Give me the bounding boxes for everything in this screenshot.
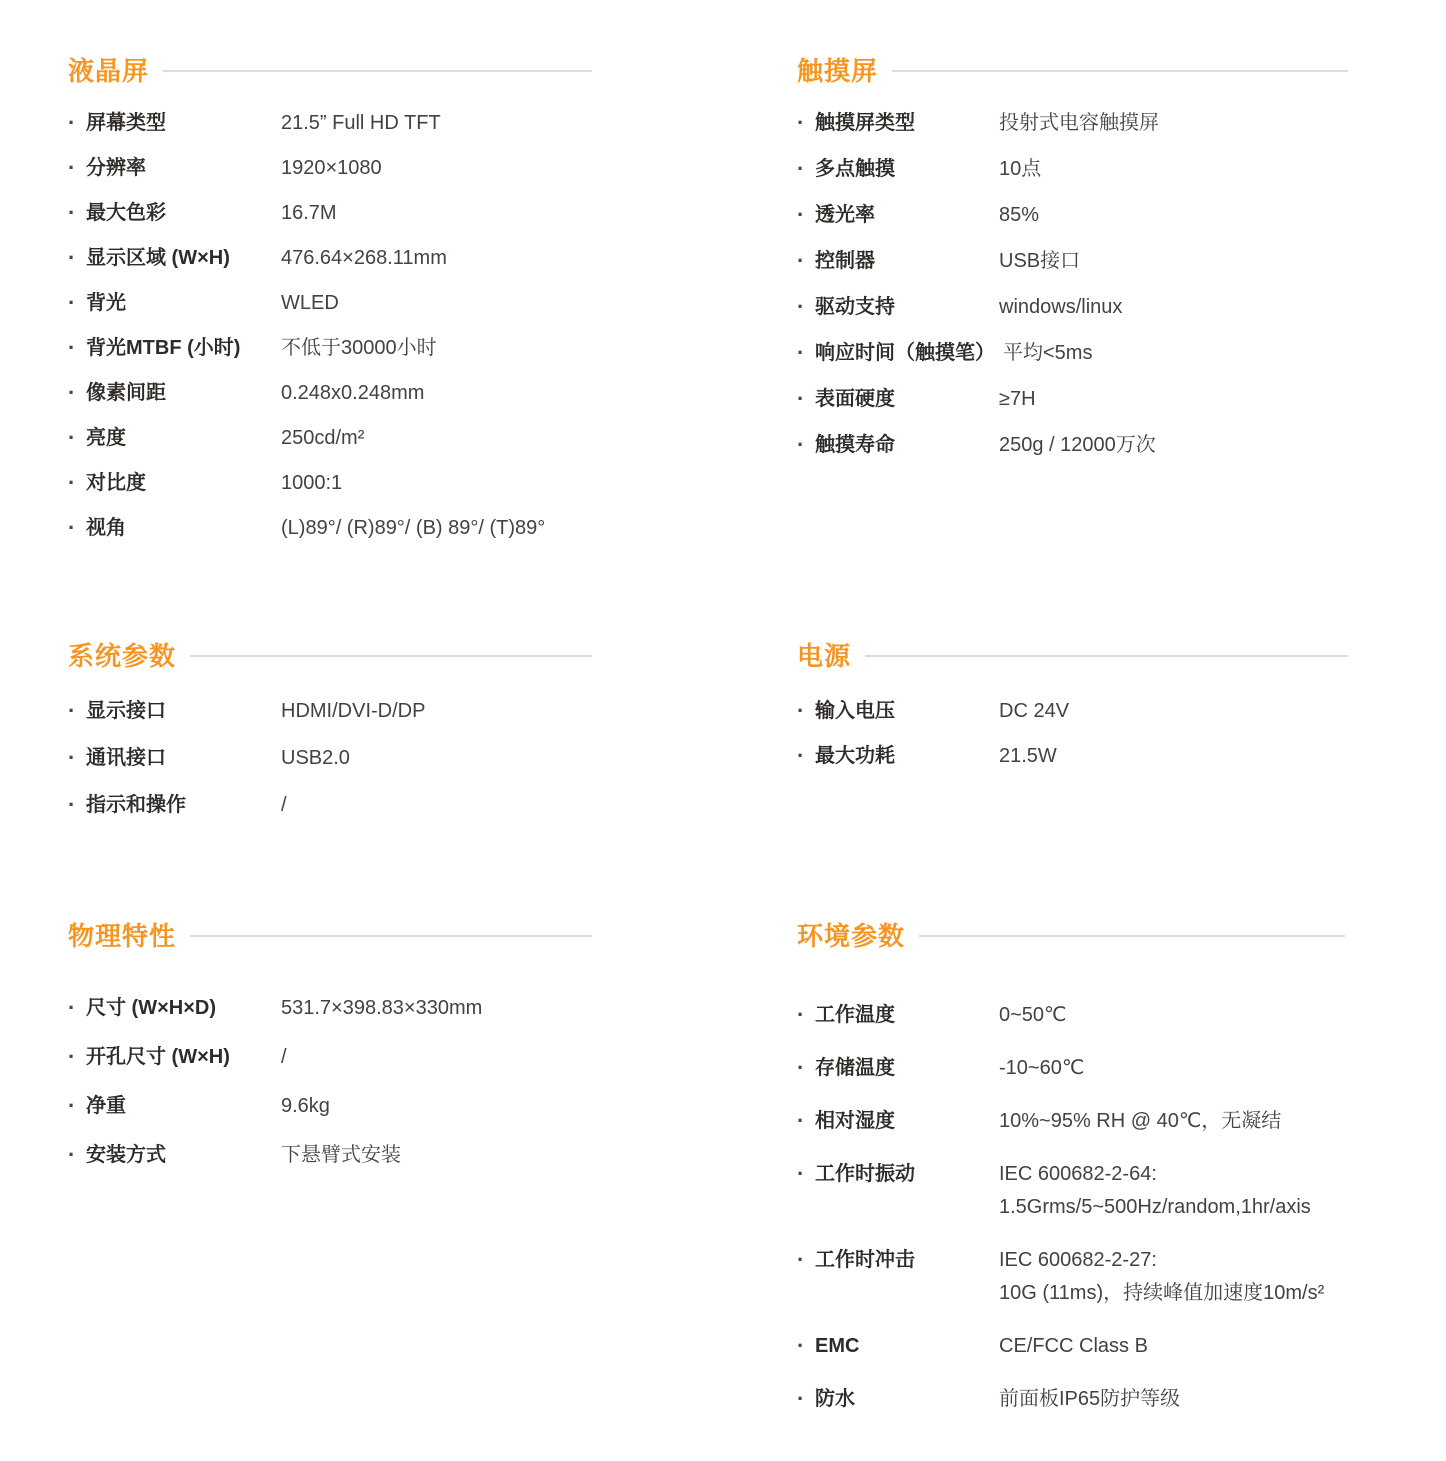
spec-value: windows/linux <box>999 296 1123 318</box>
section-environment-rows <box>797 1002 1345 1439</box>
spec-label: 对比度 <box>86 472 146 494</box>
bullet-icon: · <box>68 1044 76 1069</box>
bullet-icon: · <box>797 202 805 227</box>
spec-row <box>797 1333 1345 1360</box>
section-physical <box>68 920 592 1191</box>
spec-label: 显示接口 <box>86 700 166 722</box>
section-divider-line <box>865 655 1348 657</box>
spec-row <box>797 156 1348 183</box>
section-divider-line <box>163 70 592 72</box>
spec-value-line1: IEC 600682-2-27: <box>999 1249 1157 1271</box>
bullet-icon: · <box>797 743 805 768</box>
section-physical-header <box>68 920 592 952</box>
spec-label: 工作时冲击 <box>815 1249 915 1271</box>
spec-row <box>68 200 592 227</box>
spec-label: 透光率 <box>815 204 875 226</box>
section-system-params-header <box>68 640 592 672</box>
spec-value: ≥7H <box>999 388 1036 410</box>
spec-value: 0~50℃ <box>999 1004 1067 1026</box>
section-environment <box>797 920 1345 1439</box>
section-touchscreen-title: 触摸屏 <box>797 56 879 86</box>
spec-label: 安装方式 <box>86 1144 166 1166</box>
bullet-icon: · <box>797 1161 805 1186</box>
bullet-icon: · <box>797 1108 805 1133</box>
bullet-icon: · <box>797 698 805 723</box>
section-power-rows <box>797 698 1348 788</box>
section-physical-title: 物理特性 <box>68 921 177 951</box>
section-environment-title: 环境参数 <box>797 921 906 951</box>
spec-row <box>797 202 1348 229</box>
spec-value: 投射式电容触摸屏 <box>999 112 1159 134</box>
section-power-title: 电源 <box>797 641 852 671</box>
bullet-icon: · <box>797 1386 805 1411</box>
spec-row <box>68 995 592 1022</box>
spec-row <box>797 698 1348 725</box>
spec-value: CE/FCC Class B <box>999 1335 1148 1357</box>
spec-value: 85% <box>999 204 1040 226</box>
spec-row <box>68 335 592 362</box>
bullet-icon: · <box>68 110 76 135</box>
spec-label: 视角 <box>86 517 126 539</box>
bullet-icon: · <box>797 294 805 319</box>
spec-row <box>68 380 592 407</box>
spec-label: 净重 <box>86 1095 126 1117</box>
spec-row <box>797 432 1348 459</box>
spec-value: 250g / 12000万次 <box>999 434 1156 456</box>
spec-value: 1000:1 <box>281 472 343 494</box>
spec-label: 最大功耗 <box>815 745 895 767</box>
spec-value: 16.7M <box>281 202 337 224</box>
section-system-params <box>68 640 592 839</box>
spec-row <box>68 1142 592 1169</box>
section-power-header <box>797 640 1348 672</box>
spec-row <box>797 1055 1345 1082</box>
spec-value: DC 24V <box>999 700 1070 722</box>
spec-value: 1920×1080 <box>281 157 382 179</box>
spec-row <box>68 698 592 725</box>
spec-row <box>797 294 1348 321</box>
bullet-icon: · <box>68 995 76 1020</box>
spec-value-line2: 10G (11ms)，持续峰值加速度10m/s² <box>999 1282 1325 1304</box>
section-touchscreen-header <box>797 55 1348 87</box>
spec-label: 工作时振动 <box>815 1163 915 1185</box>
bullet-icon: · <box>797 386 805 411</box>
bullet-icon: · <box>797 156 805 181</box>
section-physical-rows <box>68 995 592 1191</box>
spec-label: 屏幕类型 <box>86 112 166 134</box>
spec-value <box>999 1247 1324 1307</box>
section-power <box>797 640 1348 788</box>
spec-label: 最大色彩 <box>86 202 166 224</box>
bullet-icon: · <box>797 340 805 365</box>
spec-row <box>68 1093 592 1120</box>
spec-label: 背光MTBF (小时) <box>86 337 241 359</box>
spec-value <box>999 1161 1311 1221</box>
spec-label: 显示区域 (W×H) <box>86 247 230 269</box>
bullet-icon: · <box>68 425 76 450</box>
spec-value: USB接口 <box>999 250 1081 272</box>
bullet-icon: · <box>68 745 76 770</box>
section-environment-header <box>797 920 1345 952</box>
bullet-icon: · <box>68 380 76 405</box>
spec-value: 0.248x0.248mm <box>281 382 425 404</box>
spec-label: 指示和操作 <box>86 794 186 816</box>
spec-value: HDMI/DVI-D/DP <box>281 700 426 722</box>
bullet-icon: · <box>68 335 76 360</box>
spec-value: 21.5W <box>999 745 1057 767</box>
spec-label: 分辨率 <box>86 157 146 179</box>
section-touchscreen-rows <box>797 110 1348 478</box>
section-divider-line <box>190 935 592 937</box>
spec-label: 相对湿度 <box>815 1110 895 1132</box>
spec-label: 多点触摸 <box>815 158 895 180</box>
spec-value: / <box>281 794 287 816</box>
spec-label: 触摸屏类型 <box>815 112 915 134</box>
bullet-icon: · <box>68 698 76 723</box>
section-system-params-rows <box>68 698 592 839</box>
spec-value: -10~60℃ <box>999 1057 1085 1079</box>
spec-value-line2: 1.5Grms/5~500Hz/random,1hr/axis <box>999 1196 1311 1218</box>
spec-row <box>797 1108 1345 1135</box>
spec-value: WLED <box>281 292 339 314</box>
spec-row <box>797 1247 1345 1307</box>
spec-row <box>68 425 592 452</box>
spec-label: 存储温度 <box>815 1057 895 1079</box>
spec-value: 531.7×398.83×330mm <box>281 997 483 1019</box>
spec-value: (L)89°/ (R)89°/ (B) 89°/ (T)89° <box>281 517 546 539</box>
bullet-icon: · <box>797 110 805 135</box>
spec-value: 下悬臂式安装 <box>281 1144 401 1166</box>
bullet-icon: · <box>68 245 76 270</box>
spec-row <box>68 1044 592 1071</box>
bullet-icon: · <box>68 470 76 495</box>
section-system-params-title: 系统参数 <box>68 641 177 671</box>
spec-row <box>68 745 592 772</box>
spec-label: 响应时间（触摸笔） <box>815 342 995 364</box>
spec-value: / <box>281 1046 287 1068</box>
spec-row <box>68 245 592 272</box>
spec-value: 不低于30000小时 <box>281 337 437 359</box>
spec-label: 通讯接口 <box>86 747 166 769</box>
spec-row <box>797 248 1348 275</box>
spec-label: 像素间距 <box>86 382 166 404</box>
spec-value: 前面板IP65防护等级 <box>999 1388 1181 1410</box>
spec-label: 驱动支持 <box>815 296 895 318</box>
spec-row <box>68 155 592 182</box>
spec-row <box>797 386 1348 413</box>
spec-row <box>68 470 592 497</box>
spec-row <box>797 743 1348 770</box>
bullet-icon: · <box>68 1093 76 1118</box>
spec-label: 工作温度 <box>815 1004 895 1026</box>
spec-row <box>68 290 592 317</box>
section-divider-line <box>919 935 1345 937</box>
bullet-icon: · <box>68 200 76 225</box>
bullet-icon: · <box>797 248 805 273</box>
spec-value: 9.6kg <box>281 1095 330 1117</box>
bullet-icon: · <box>797 1247 805 1272</box>
bullet-icon: · <box>797 1333 805 1358</box>
spec-row <box>68 515 592 542</box>
section-lcd-title: 液晶屏 <box>68 56 150 86</box>
spec-row <box>797 110 1348 137</box>
spec-value: 476.64×268.11mm <box>281 247 447 269</box>
spec-value: 21.5” Full HD TFT <box>281 112 441 134</box>
spec-value: 平均<5ms <box>1003 342 1093 364</box>
section-lcd-header <box>68 55 592 87</box>
bullet-icon: · <box>797 1002 805 1027</box>
spec-label: 开孔尺寸 (W×H) <box>86 1046 230 1068</box>
section-touchscreen <box>797 55 1348 478</box>
spec-label: 亮度 <box>86 427 126 449</box>
spec-row <box>797 1386 1345 1413</box>
bullet-icon: · <box>68 155 76 180</box>
section-lcd-rows <box>68 110 592 560</box>
bullet-icon: · <box>68 1142 76 1167</box>
spec-label: EMC <box>815 1335 860 1357</box>
spec-value: 10%~95% RH @ 40℃，无凝结 <box>999 1110 1282 1132</box>
section-divider-line <box>190 655 592 657</box>
bullet-icon: · <box>68 515 76 540</box>
spec-row <box>68 792 592 819</box>
spec-row <box>68 110 592 137</box>
spec-label: 触摸寿命 <box>815 434 895 456</box>
bullet-icon: · <box>68 792 76 817</box>
spec-row <box>797 1002 1345 1029</box>
spec-value: USB2.0 <box>281 747 350 769</box>
spec-row <box>797 340 1348 367</box>
spec-label: 防水 <box>815 1388 855 1410</box>
spec-label: 尺寸 (W×H×D) <box>86 997 216 1019</box>
bullet-icon: · <box>797 1055 805 1080</box>
bullet-icon: · <box>797 432 805 457</box>
spec-row <box>797 1161 1345 1221</box>
spec-label: 控制器 <box>815 250 875 272</box>
spec-value: 10点 <box>999 158 1042 180</box>
bullet-icon: · <box>68 290 76 315</box>
section-divider-line <box>892 70 1348 72</box>
spec-value: 250cd/m² <box>281 427 365 449</box>
section-lcd <box>68 55 592 560</box>
spec-label: 表面硬度 <box>815 388 895 410</box>
spec-label: 背光 <box>86 292 126 314</box>
spec-value-line1: IEC 600682-2-64: <box>999 1163 1157 1185</box>
spec-label: 输入电压 <box>815 700 895 722</box>
